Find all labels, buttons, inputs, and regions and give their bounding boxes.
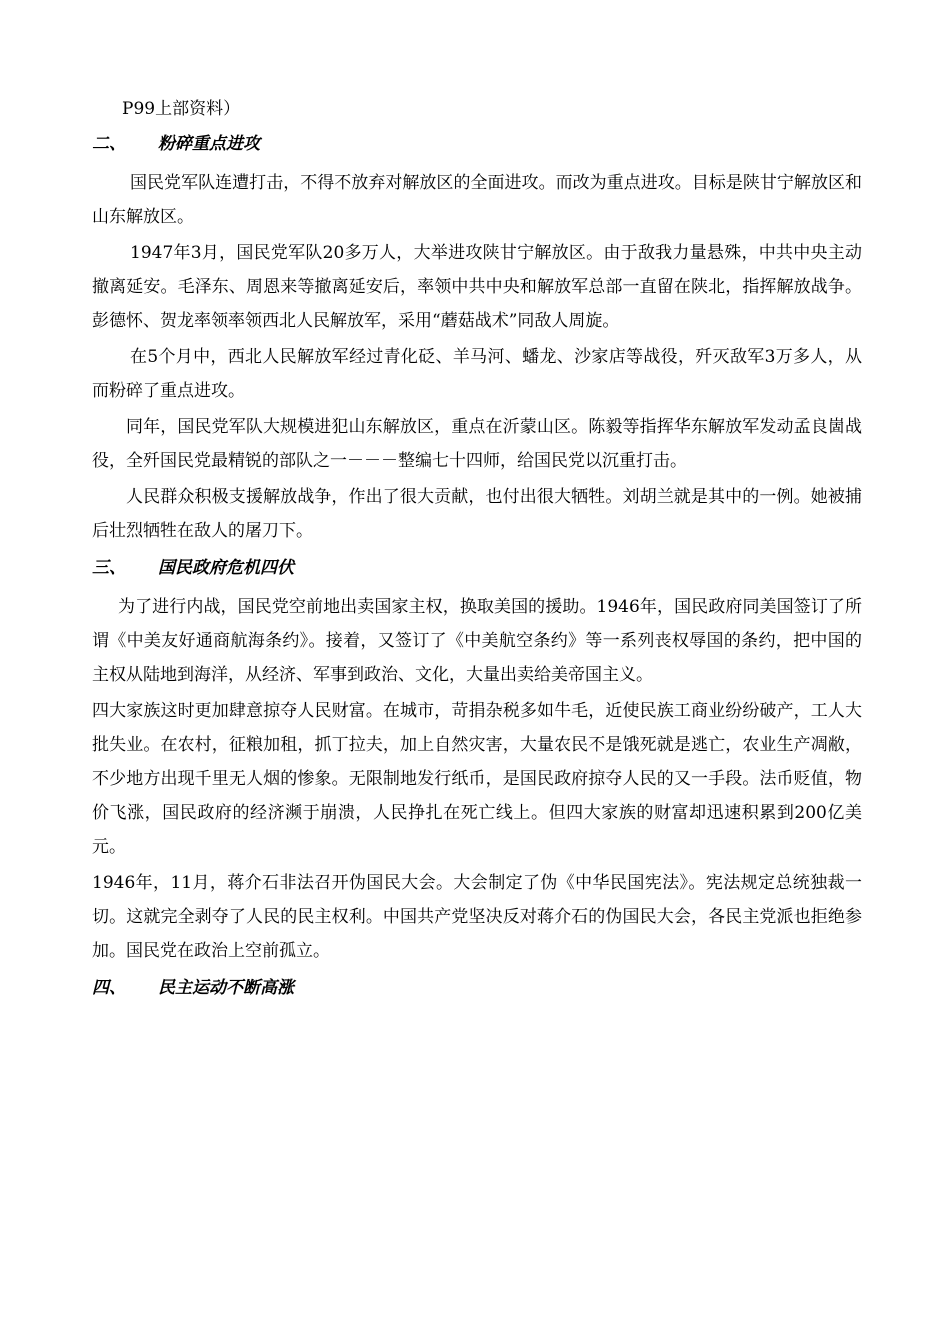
paragraph: 1946年，11月，蒋介石非法召开伪国民大会。大会制定了伪《中华民国宪法》。宪法规定总统独裁一切。这就完全剥夺了人民的民主权利。中国共产党坚决反对蒋介石的伪国民大会，各民主党派也拒绝参加。国民党在政治上空前孤立。	[92, 873, 862, 961]
section-heading-4	[92, 974, 862, 1002]
section-number: 四、	[92, 978, 126, 998]
section-title: 粉碎重点进攻	[158, 134, 260, 154]
paragraph: 在5个月中，西北人民解放军经过青化砭、羊马河、蟠龙、沙家店等战役，歼灭敌军3万多人，从而粉碎了重点进攻。	[92, 347, 862, 401]
paragraph: 国民党军队连遭打击，不得不放弃对解放区的全面进攻。而改为重点进攻。目标是陕甘宁解放区和山东解放区。	[92, 173, 862, 227]
paragraph: 为了进行内战，国民党空前地出卖国家主权，换取美国的援助。1946年，国民政府同美国签订了所谓《中美友好通商航海条约》。接着，又签订了《中美航空条约》等一系列丧权辱国的条约，把中国的主权从陆地到海洋，从经济、军事到政治、文化，大量出卖给美帝国主义。	[92, 597, 862, 685]
section-number: 三、	[92, 558, 126, 578]
paragraph: 同年，国民党军队大规模进犯山东解放区，重点在沂蒙山区。陈毅等指挥华东解放军发动孟良崮战役，全歼国民党最精锐的部队之一－－－整编七十四师，给国民党以沉重打击。	[92, 417, 862, 471]
paragraph: 人民群众积极支援解放战争，作出了很大贡献，也付出很大牺牲。刘胡兰就是其中的一例。她被捕后壮烈牺牲在敌人的屠刀下。	[92, 487, 862, 541]
section-number: 二、	[92, 134, 126, 154]
section-heading-3	[92, 554, 862, 582]
paragraph: 1947年3月，国民党军队20多万人，大举进攻陕甘宁解放区。由于敌我力量悬殊，中共中央主动撤离延安。毛泽东、周恩来等撤离延安后，率领中共中央和解放军总部一直留在陕北，指挥解放战争。彭德怀、贺龙率领率领西北人民解放军，采用“蘑菇战术”同敌人周旋。	[92, 243, 862, 331]
continuation-line: P99上部资料）	[122, 99, 241, 119]
section-heading-2	[92, 130, 862, 158]
section-title: 国民政府危机四伏	[158, 558, 294, 578]
document-page	[92, 94, 862, 1010]
section-title: 民主运动不断高涨	[158, 978, 294, 998]
paragraph: 四大家族这时更加肆意掠夺人民财富。在城市，苛捐杂税多如牛毛，近使民族工商业纷纷破产，工人大批失业。在农村，征粮加租，抓丁拉夫，加上自然灾害，大量农民不是饿死就是逃亡，农业生产凋敝，不少地方出现千里无人烟的惨象。无限制地发行纸币，是国民政府掠夺人民的又一手段。法币贬值，物价飞涨，国民政府的经济濒于崩溃，人民挣扎在死亡线上。但四大家族的财富却迅速积累到200亿美元。	[92, 701, 862, 857]
